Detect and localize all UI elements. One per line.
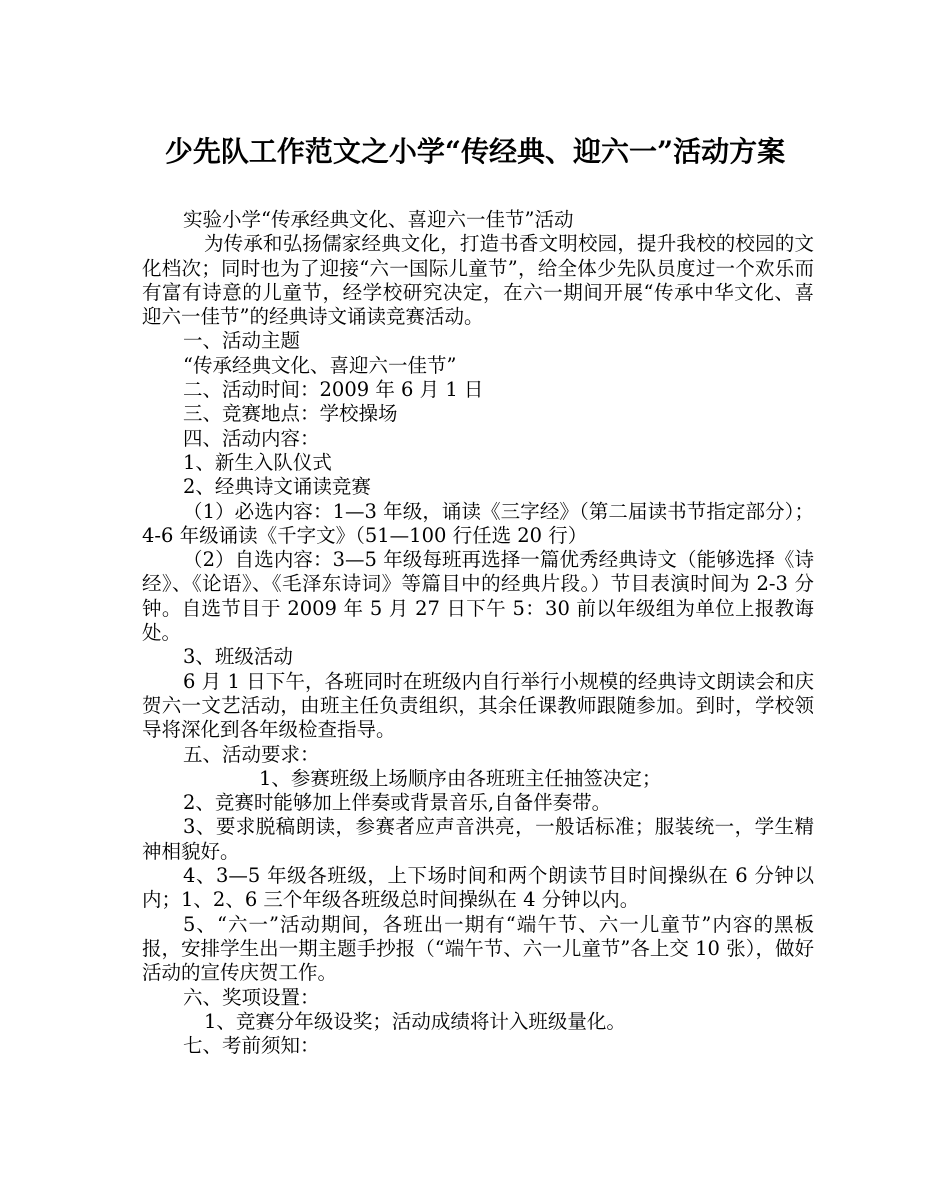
list-item: 1、竞赛分年级设奖；活动成绩将计入班级量化。 [204,1009,626,1033]
heading-location: 三、竞赛地点：学校操场 [183,402,398,426]
heading-time: 二、活动时间：2009 年 6 月 1 日 [183,378,484,402]
list-item: 3、要求脱稿朗读，参赛者应声音洪亮，一般话标准；服装统一，学生精神相貌好。 [142,815,814,863]
heading-content: 四、活动内容： [183,426,320,450]
paragraph-intro: 为传承和弘扬儒家经典文化，打造书香文明校园，提升我校的校园的文化档次；同时也为了迎接“六一国际儿童节”，给全体少先队员度过一个欢乐而有富有诗意的儿童节，经学校研究决定，在六一期间开展“传承中华文化、喜迎六一佳节”的经典诗文诵读竞赛活动。 [142,232,814,329]
list-item: 5、“六一”活动期间，各班出一期有“端午节、六一儿童节”内容的黑板报，安排学生出一期主题手抄报（“端午节、六一儿童节”各上交 10 张），做好活动的宣传庆贺工作。 [142,912,814,985]
document-body [142,208,814,1058]
heading-theme: 一、活动主题 [183,329,301,353]
paragraph-theme: “传承经典文化、喜迎六一佳节” [183,353,457,377]
list-item: 3、班级活动 [183,645,293,669]
paragraph-optional: （2）自选内容：3—5 年级每班再选择一篇优秀经典诗文（能够选择《诗经》、《论语》、《毛泽东诗词》等篇目中的经典片段。）节目表演时间为 2-3 分钟。自选节目于 2009 年 5 月 27 日下午 5：30 前以年级组为单位上报教诲处。 [142,548,814,645]
paragraph-class-activity: 6 月 1 日下午，各班同时在班级内自行举行小规模的经典诗文朗读会和庆贺六一文艺活动，由班主任负责组织，其余任课教师跟随参加。到时，学校领导将深化到各年级检查指导。 [142,669,814,742]
paragraph-required: （1）必选内容：1—3 年级，诵读《三字经》（第二届读书节指定部分）；4-6 年级诵读《千字文》（51—100 行任选 20 行） [142,499,814,547]
heading-notes: 七、考前须知： [183,1034,320,1058]
list-item: 1、参赛班级上场顺序由各班班主任抽签决定； [259,766,662,790]
list-item: 1、新生入队仪式 [183,450,332,474]
list-item: 4、3—5 年级各班级，上下场时间和两个朗读节目时间操纵在 6 分钟以内；1、2、6 三个年级各班级总时间操纵在 4 分钟以内。 [142,864,814,912]
list-item: 2、经典诗文诵读竞赛 [183,475,371,499]
heading-awards: 六、奖项设置： [183,985,320,1009]
document-title: 少先队工作范文之小学“传经典、迎六一”活动方案 [164,135,786,168]
heading-requirements: 五、活动要求： [183,742,320,766]
paragraph-subtitle: 实验小学“传承经典文化、喜迎六一佳节”活动 [183,208,574,231]
list-item: 2、竞赛时能够加上伴奏或背景音乐,自备伴奏带。 [183,791,612,815]
